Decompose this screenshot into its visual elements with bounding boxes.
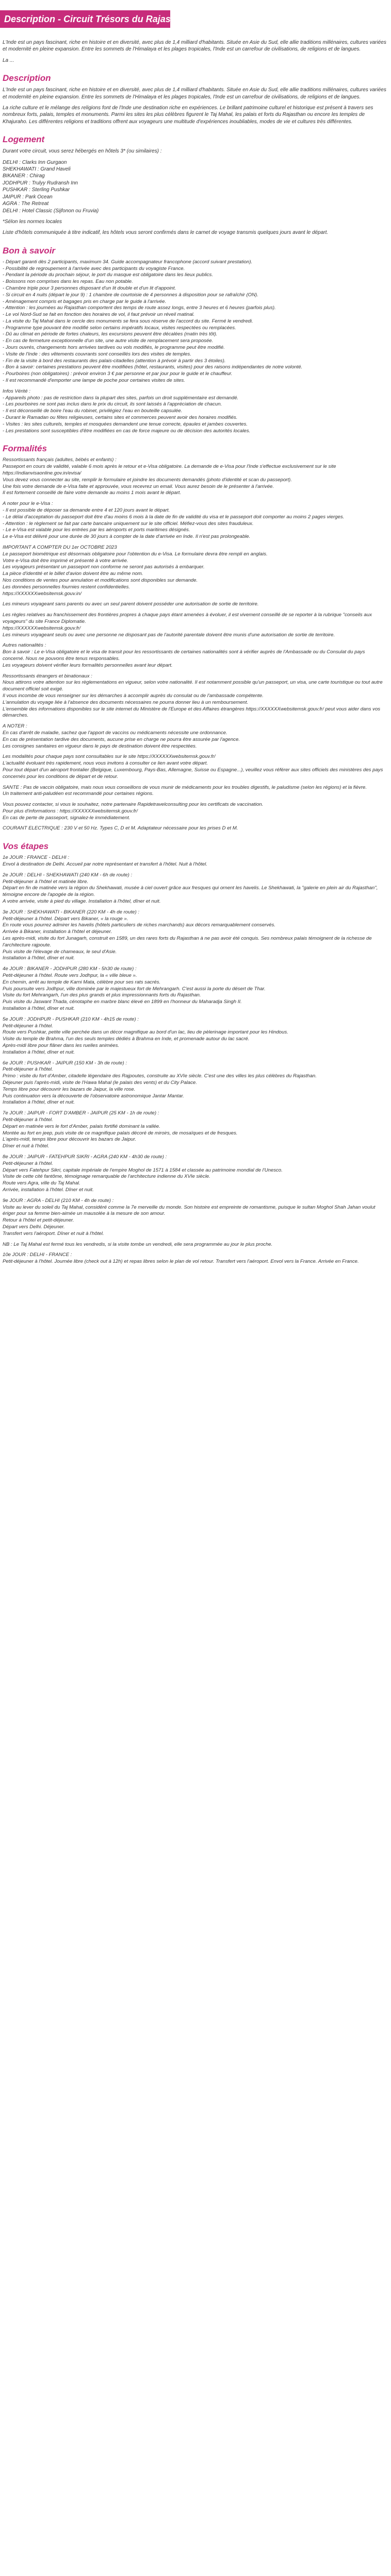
section-heading-description: Description [3,73,51,83]
formalites-paragraph: Les règles relatives au franchissement des frontières propres à chaque pays étant amenées à évoluer, il est vivement conseillé de se reporter à la rubrique "conseils aux voyageurs" du site France Diplomatie. https://XXXXXXwebsitemsk.gouv.fr/ Les mineurs voyageant seuls ou avec une personne ne disposant pas de l'autorité parentale doivent être munis d'une autorisation de sortie de territoire. [3,612,372,638]
day-itinerary: 10e JOUR : DELHI - FRANCE : Petit-déjeuner à l'hôtel. Journée libre (check out à 12h) et repas libres selon le plan de vol retour. Transfert vers l'aéroport. Envol vers la France. Arrivée en France. [3,1252,359,1265]
page-title-banner: Description - Circuit Trésors du Rajasthan *** [0,10,170,28]
section-heading-logement: Logement [3,134,45,145]
formalites-paragraph: SANTE : Pas de vaccin obligatoire, mais nous vous conseillons de vous munir de médicaments pour les troubles digestifs, le paludisme (selon les régions) et la fièvre. Un traitement anti-paludéen est recommandé pour certaines régions. [3,784,367,797]
day-itinerary: 1e JOUR : FRANCE - DELHI : Envol à destination de Delhi. Accueil par notre représentant et transfert à l'hôtel. Nuit à l'hôtel. [3,855,207,868]
formalites-paragraph: Ressortissants français (adultes, bébés et enfants) : Passeport en cours de validité, valable 6 mois après le retour et e-Visa obligatoire. La demande de e-Visa pour l'Inde s'effectue exclusivement sur le site https://indianvisaonline.gov.in/evisa/ Vous devez vous connecter au site, remplir le formulaire et joindre les documents demandés (photo d'identité et scan du passeport). Une fois votre demande de e-Visa faite et approuvée, vous recevrez un email. Vous aurez besoin de le présenter à l'arrivée. Il est fortement conseillé de faire votre demande au moins 1 mois avant le départ. [3,457,336,496]
formalites-paragraph: Ressortissants étrangers et binationaux : Nous attirons votre attention sur les règlementations en vigueur, selon votre nationalité. Il est notamment possible qu'un passeport, un visa, une carte touristique ou tout autre document officiel soit exigé. Il vous incombe de vous renseigner sur les démarches à accomplir auprès du consulat ou de l'ambassade compétente. L'annulation du voyage liée à l'absence des documents nécessaires ne pourra donner lieu à un remboursement. L'ensemble des informations disponibles sur le site internet du Ministère de l'Europe et des Affaires étrangères https://XXXXXXwebsitemsk.gouv.fr/ peut vous aider dans vos démarches. [3,673,383,719]
hotel-list: DELHI : Clarks Inn Gurgaon SHEKHAWATI : Grand Haveli BIKANER : Chirag JODHPUR : Trulyy Rudransh Inn PUSHKAR : Sterling Pushkar JAIPUR : Park Ocean AGRA : The Retreat DELHI : Hotel Classic (Sijfonon ou Fruvia) [3,159,99,214]
day-itinerary: 6e JOUR : PUSHKAR - JAIPUR (150 KM - 3h de route) : Petit-déjeuner à l'hôtel. Primo : visite du fort d'Amber, citadelle légendaire des Rajpoutes, construite au XVIe siècle. C'est une des villes les plus célèbres du Rajasthan. Déjeuner puis l'après-midi, visite de l'Hawa Mahal (le palais des vents) et du City Palace. Temps libre pour découvrir les bazars de Jaipur, la ville rose. Puis continuation vers la découverte de l'observatoire astronomique Jantar Mantar. Installation à l'hôtel, dîner et nuit. [3,1060,317,1106]
day-itinerary: 9e JOUR : AGRA - DELHI (210 KM - 4h de route) : Visite au lever du soleil du Taj Mahal, considéré comme la 7e merveille du monde. Son histoire est empreinte de romantisme, puisque le sultan Moghol Shah Jahan voulut ériger pour sa femme bien-aimée un mausolée à la mesure de son amour. Retour à l'hôtel et petit-déjeuner. Départ vers Delhi. Déjeuner. Transfert vers l'aéroport. Dîner et nuit à l'hôtel. [3,1197,376,1236]
day-itinerary: 2e JOUR : DELHI - SHEKHAWATI (240 KM - 6h de route) : Petit-déjeuner à l'hôtel et matinée libre. Départ en fin de matinée vers la région du Shekhawati, musée à ciel ouvert grâce aux fresques qui ornent les havelis. Le Shekhawati, la "galerie en plein air du Rajasthan", témoigne encore de l'apogée de la région. A votre arrivée, visite à pied du village. Installation à l'hôtel, dîner et nuit. [3,872,378,905]
day-itinerary: 5e JOUR : JODHPUR - PUSHKAR (210 KM - 4h15 de route) : Petit-déjeuner à l'hôtel. Route vers Pushkar, petite ville perchée dans un décor magnifique au bord d'un lac, lieu de pèlerinage important pour les Hindous. Visite du temple de Brahma, l'un des seuls temples dédiés à Brahma en Inde, et promenade autour du lac sacré. Après-midi libre pour flâner dans les ruelles animées. Installation à l'hôtel, dîner et nuit. [3,1016,288,1055]
formalites-paragraph: COURANT ELECTRIQUE : 230 V et 50 Hz. Types C, D et M. Adaptateur nécessaire pour les prises D et M. [3,825,238,832]
description-paragraph: La riche culture et le mélange des religions font de l'Inde une destination riche en expériences. Le brillant patrimoine culturel et historique est présent à travers ses nombreux forts, palais, temples et monuments. Parmi les sites les plus célèbres figurent le Taj Mahal, les palais et forts du Rajasthan ou encore les temples de Khajuraho. Les différentes religions et traditions offrent aux voyageurs une multitude d'expériences inoubliables, modes de vie et cultures très différentes. [3,105,373,125]
day-itinerary: 8e JOUR : JAIPUR - FATEHPUR SIKRI - AGRA (240 KM - 4h30 de route) : Petit-déjeuner à l'hôtel. Départ vers Fatehpur Sikri, capitale impériale de l'empire Moghol de 1571 à 1584 et classée au patrimoine mondial de l'Unesco. Visite de cette cité fantôme, témoignage remarquable de l'architecture indienne du XVIe siècle. Route vers Agra, ville du Taj Mahal. Arrivée, installation à l'hôtel. Dîner et nuit. [3,1154,283,1193]
logement-note-2: Liste d'hôtels communiquée à titre indicatif, les hôtels vous seront confirmés dans le carnet de voyage transmis quelques jours avant le départ. [3,230,329,236]
formalites-paragraph: A noter pour le e-Visa : - Il est possible de déposer sa demande entre 4 et 120 jours avant le départ. - Le délai d'acceptation du passeport doit être d'au moins 6 mois à la date de fin de validité du visa et le passeport doit comporter au moins 2 pages vierges. - Attention : le règlement se fait par carte bancaire uniquement sur le site officiel. Méfiez-vous des sites frauduleux. - Le e-Visa est valable pour les entrées par les aéroports et ports maritimes désignés. Le e-Visa est délivré pour une durée de 30 jours à compter de la date d'arrivée en Inde. Il n'est pas prolongeable. [3,501,345,540]
formalites-paragraph: A NOTER : En cas d'arrêt de maladie, sachez que l'apport de vaccins ou médicaments nécessite une ordonnance. En cas de présentation tardive des documents, aucune prise en charge ne pourra être assurée par l'agence. Les consignes sanitaires en vigueur dans le pays de destination doivent être respectées. [3,723,240,749]
description-content [3,39,387,1269]
intro-paragraph: L'Inde est un pays fascinant, riche en histoire et en diversité, avec plus de 1,4 milliard d'habitants. Située en Asie du Sud, elle allie traditions millénaires, cultures variées et modernité en pleine expansion. Entre les sommets de l'Himalaya et les plages tropicales, l'Inde est un carrefour de civilisations, de religions et de langues. [3,40,386,53]
description-paragraph: L'Inde est un pays fascinant, riche en histoire et en diversité, avec plus de 1,4 milliard d'habitants. Située en Asie du Sud, elle allie traditions millénaires, cultures variées et modernité en pleine expansion. Entre les sommets de l'Himalaya et les plages tropicales, l'Inde est un carrefour de civilisations, de religions et de langues. [3,87,386,100]
intro-ellipsis: La ... [3,57,14,63]
formalites-paragraph: Autres nationalités : Bon à savoir : Le e-Visa obligatoire et le visa de transit pour les ressortissants de certaines nationalités sont à vérifier auprès de l'Ambassade ou du Consulat du pays concerné. Nous ne pouvons être tenus responsables. Les voyageurs doivent vérifier leurs formalités personnelles avant leur départ. [3,642,365,668]
formalites-paragraph: Vous pouvez contacter, si vous le souhaitez, notre partenaire Rapidetravelconsulting pour les certificats de vaccination. Pour plus d'informations : https://XXXXXXwebsitemsk.gouv.fr/ En cas de perte de passeport, signalez-le immédiatement. [3,802,264,821]
bon-a-savoir-list: - Départ garanti dès 2 participants, maximum 34. Guide accompagnateur francophone (accord suivant prestation). - Possibilité de regroupement à l'arrivée avec des participants du voyagiste France. - Pendant la période du prochain séjour, le port du masque est obligatoire dans les lieux publics. - Boissons non comprises dans les repas. Eau non potable. - Chambre triple pour 3 personnes disposant d'un lit double et d'un lit d'appoint. - Si circuit en 4 nuits (départ le jour 9) : 1 chambre de courtoisie de 4 personnes à disposition pour se rafraîchir (ON). - Aménagement compris et bagages pris en charge par le guide à l'arrivée. - Attention : les journées au Rajasthan comportent des temps de route assez longs, entre 3 heures et 6 heures (parfois plus). - Le vol Nord-Sud se fait en fonction des horaires de vol, il faut prévoir un réveil matinal. - La visite du Taj Mahal dans le cercle des monuments se fera sous réserve de l'accord du site. Fermé le vendredi. - Programme type pouvant être modifié selon certains impératifs locaux, visites respectées ou remplacées. - Dû au climat en période de fortes chaleurs, les excursions peuvent être décalées (matin très tôt). - En cas de fermeture exceptionnelle d'un site, une autre visite de remplacement sera proposée. - Jours ouvrés, changements hors arrivées tardives ou vols modifiés, le programme peut être modifié. - Visite de l'Inde : des vêtements couvrants sont conseillés lors des visites de temples. - Fin de la visite à bord des restaurants des palais-citadelles (attention à prévoir à partir des 3 étoiles). - Bon à savoir: certaines prestations peuvent être modifiées (hôtel, restaurants, visites) pour des raisons indépendantes de notre volonté. - Pourboires (non obligatoires) : prévoir environ 3 € par personne et par jour pour le guide et le chauffeur. - Il est recommandé d'emporter une lampe de poche pour certaines visites de sites. [3,259,303,384]
formalites-paragraph: Les modalités pour chaque pays sont consultables sur le site https://XXXXXXwebsitemsk.gouv.fr/ L'actualité évoluant très rapidement, nous vous invitons à consulter ce lien avant votre départ. Pour tout départ d'un aéroport frontalier (Belgique, Luxembourg, Pays-Bas, Allemagne, Suisse ou Espagne...), veuillez vous référer aux sites officiels des ministères des pays concernés pour les conditions de départ et de retour. [3,754,383,779]
bon-a-savoir-infos: Infos Vérité : - Appareils photo : pas de restriction dans la plupart des sites, parfois un droit supplémentaire est demandé. - Les pourboires ne sont pas inclus dans le prix du circuit, ils sont laissés à l'appréciation de chacun. - Il est déconseillé de boire l'eau du robinet, privilégiez l'eau en bouteille capsulée. - Durant le Ramadan ou fêtes religieuses, certains sites et commerces peuvent avoir des horaires modifiés. - Visites : les sites culturels, temples et mosquées demandent une tenue correcte, épaules et jambes couvertes. - Les prestations sont susceptibles d'être modifiées en cas de force majeure ou de décision des autorités locales. [3,388,251,434]
section-heading-bon-a-savoir: Bon à savoir [3,245,56,256]
day-itinerary: 4e JOUR : BIKANER - JODHPUR (280 KM - 5h30 de route) : Petit-déjeuner à l'hôtel. Route vers Jodhpur, la « ville bleue ». En chemin, arrêt au temple de Karni Mata, célèbre pour ses rats sacrés. Puis poursuite vers Jodhpur, ville dominée par le majestueux fort de Mehrangarh. C'est aussi la porte du désert de Thar. Visite du fort Mehrangarh, l'un des plus grands et plus impressionnants forts du Rajasthan. Puis visite du Jaswant Thada, cénotaphe en marbre blanc élevé en 1899 en l'honneur du Maharadja Singh II. Installation à l'hôtel, dîner et nuit. [3,966,266,1012]
day-itinerary: 3e JOUR : SHEKHAWATI - BIKANER (220 KM - 4h de route) : Petit-déjeuner à l'hôtel. Départ vers Bikaner, « la rouge ». En route vous pourrez admirer les havelis (hôtels particuliers de riches marchands) aux décors remarquablement conservés. Arrivée à Bikaner, installation à l'hôtel et déjeuner. Les après-midi, visite du fort Junagarh, construit en 1589, un des rares forts du Rajasthan à ne pas avoir été conquis. Ses nombreux palais témoignent de la richesse de l'architecture rajpoute. Puis visite de l'élevage de chameaux, le seul d'Asie. Installation à l'hôtel, dîner et nuit. [3,909,372,961]
day-itinerary: 7e JOUR : JAIPUR - FORT D'AMBER - JAIPUR (25 KM - 1h de route) : Petit-déjeuner à l'hôtel. Départ en matinée vers le fort d'Amber, palais fortifié dominant la vallée. Montée au fort en jeep, puis visite de ce magnifique palais décoré de miroirs, de mosaïques et de fresques. L'après-midi, temps libre pour découvrir les bazars de Jaipur. Dîner et nuit à l'hôtel. [3,1110,238,1149]
formalites-paragraph: IMPORTANT A COMPTER DU 1er OCTOBRE 2023 Le passeport biométrique est désormais obligatoire pour l'obtention du e-Visa. Le formulaire devra être rempli en anglais. Votre e-Visa doit être imprimé et présenté à votre arrivée. Les voyageurs présentant un passeport non conforme ne seront pas autorisés à embarquer. La pièce d'identité et le billet d'avion doivent être au même nom. Nos conditions de ventes pour annulation et modifications sont disponibles sur demande. Les données personnelles fournies restent confidentielles. https://XXXXXXwebsitemsk.gouv.in/ [3,545,268,597]
section-heading-formalites: Formalités [3,444,47,454]
taj-mahal-note: NB : Le Taj Mahal est fermé tous les vendredis, si la visite tombe un vendredi, elle sera programmée au jour le plus proche. [3,1241,273,1247]
logement-note: *Sélon les normes locales [3,218,62,225]
section-heading-etapes: Vos étapes [3,841,49,852]
logement-intro: Durant votre circuit, vous serez hébergés en hôtels 3* (ou similaires) : [3,148,162,155]
formalites-paragraph: Les mineurs voyageant sans parents ou avec un seul parent doivent posséder une autorisation de sortie de territoire. [3,601,259,607]
